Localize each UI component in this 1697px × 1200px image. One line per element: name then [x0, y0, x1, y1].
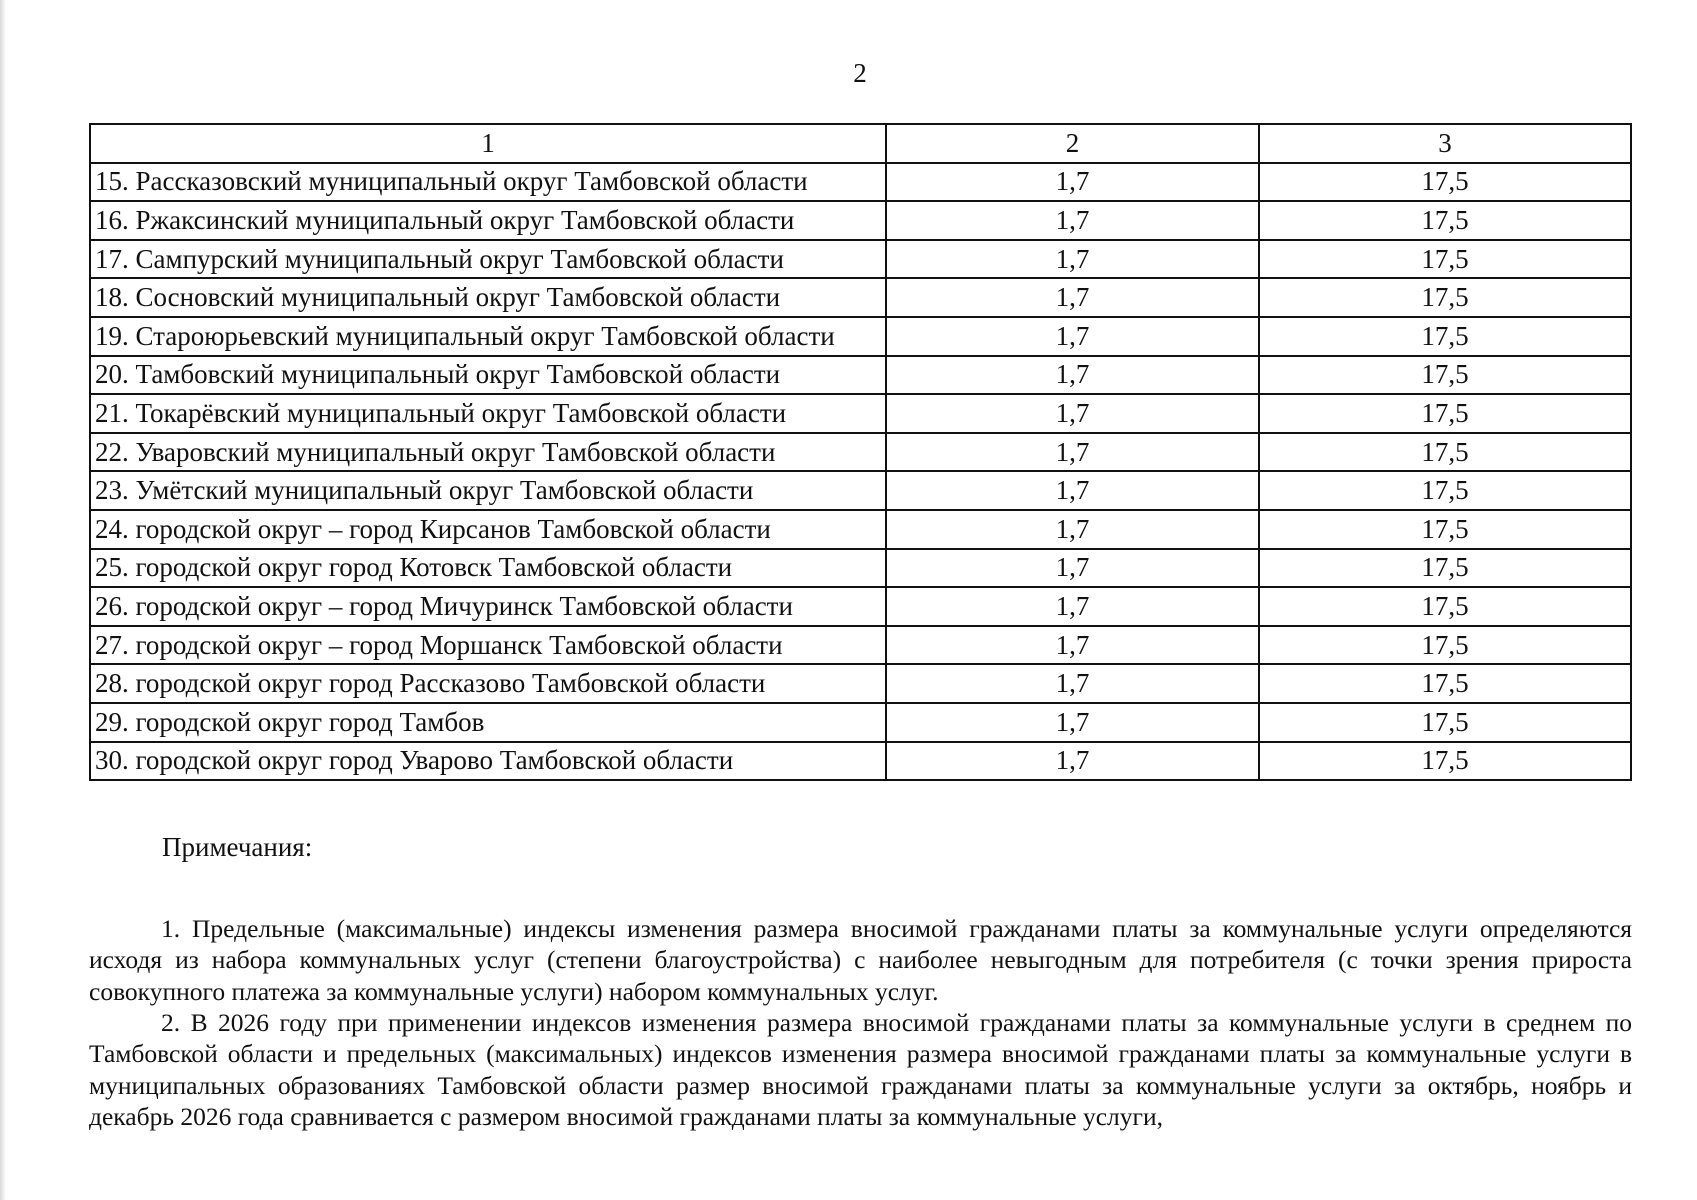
row-name-cell: 29. городской округ город Тамбов — [90, 703, 886, 742]
row-name-cell: 28. городской округ город Рассказово Тамбовской области — [90, 664, 886, 703]
table-row — [90, 549, 1631, 588]
row-col3-cell: 17,5 — [1259, 626, 1631, 665]
table-header-row — [90, 124, 1631, 163]
page-number: 2 — [853, 58, 867, 88]
row-name-cell: 17. Сампурский муниципальный округ Тамбовской области — [90, 240, 886, 279]
row-col2-cell: 1,7 — [886, 549, 1259, 588]
row-name-cell: 16. Ржаксинский муниципальный округ Тамбовской области — [90, 201, 886, 240]
row-col2-cell: 1,7 — [886, 626, 1259, 665]
note-item-1: 1. Предельные (максимальные) индексы изменения размера вносимой гражданами платы за коммунальные услуги определяются исходя из набора коммунальных услуг (степени благоустройства) с наиболее невыгодным для потребителя (с точки зрения прироста совокупного платежа за коммунальные услуги) набором коммунальных услуг. — [89, 913, 1632, 1006]
row-col2-cell: 1,7 — [886, 201, 1259, 240]
note-item-2: 2. В 2026 году при применении индексов изменения размера вносимой гражданами платы за коммунальные услуги в среднем по Тамбовской области и предельных (максимальных) индексов изменения размера вносимой гражданами платы за коммунальные услуги в муниципальных образованиях Тамбовской области размер вносимой гражданами платы за коммунальные услуги за октябрь, ноябрь и декабрь 2026 года сравнивается с размером вносимой гражданами платы за коммунальные услуги, — [89, 1007, 1632, 1131]
table-row — [90, 317, 1631, 356]
table-row — [90, 433, 1631, 472]
row-col3-cell: 17,5 — [1259, 163, 1631, 202]
row-col2-cell: 1,7 — [886, 703, 1259, 742]
row-name-cell: 24. городской округ – город Кирсанов Тамбовской области — [90, 510, 886, 549]
row-col3-cell: 17,5 — [1259, 510, 1631, 549]
row-col3-cell: 17,5 — [1259, 703, 1631, 742]
row-col2-cell: 1,7 — [886, 240, 1259, 279]
table-row — [90, 201, 1631, 240]
table-row — [90, 703, 1631, 742]
row-col2-cell: 1,7 — [886, 356, 1259, 395]
row-name-cell: 19. Староюрьевский муниципальный округ Тамбовской области — [90, 317, 886, 356]
row-name-cell: 23. Умётский муниципальный округ Тамбовской области — [90, 471, 886, 510]
row-col3-cell: 17,5 — [1259, 356, 1631, 395]
row-name-cell: 30. городской округ город Уварово Тамбовской области — [90, 742, 886, 781]
table-row — [90, 394, 1631, 433]
row-name-cell: 20. Тамбовский муниципальный округ Тамбовской области — [90, 356, 886, 395]
row-col3-cell: 17,5 — [1259, 240, 1631, 279]
row-col2-cell: 1,7 — [886, 317, 1259, 356]
scan-edge — [0, 0, 6, 1200]
row-col3-cell: 17,5 — [1259, 587, 1631, 626]
table-row — [90, 587, 1631, 626]
row-col2-cell: 1,7 — [886, 278, 1259, 317]
header-cell-col1: 1 — [90, 124, 886, 163]
row-col3-cell: 17,5 — [1259, 549, 1631, 588]
table-row — [90, 742, 1631, 781]
table-row — [90, 626, 1631, 665]
row-col3-cell: 17,5 — [1259, 394, 1631, 433]
table-row — [90, 240, 1631, 279]
row-name-cell: 18. Сосновский муниципальный округ Тамбовской области — [90, 278, 886, 317]
row-col3-cell: 17,5 — [1259, 742, 1631, 781]
row-name-cell: 26. городской округ – город Мичуринск Тамбовской области — [90, 587, 886, 626]
row-col3-cell: 17,5 — [1259, 471, 1631, 510]
row-name-cell: 21. Токарёвский муниципальный округ Тамбовской области — [90, 394, 886, 433]
row-col2-cell: 1,7 — [886, 510, 1259, 549]
row-name-cell: 15. Рассказовский муниципальный округ Тамбовской области — [90, 163, 886, 202]
row-col2-cell: 1,7 — [886, 587, 1259, 626]
row-col3-cell: 17,5 — [1259, 201, 1631, 240]
row-col2-cell: 1,7 — [886, 471, 1259, 510]
table-row — [90, 163, 1631, 202]
table-row — [90, 664, 1631, 703]
row-name-cell: 27. городской округ – город Моршанск Тамбовской области — [90, 626, 886, 665]
table-row — [90, 510, 1631, 549]
row-col2-cell: 1,7 — [886, 394, 1259, 433]
header-cell-col2: 2 — [886, 124, 1259, 163]
row-col3-cell: 17,5 — [1259, 433, 1631, 472]
row-name-cell: 22. Уваровский муниципальный округ Тамбовской области — [90, 433, 886, 472]
row-col2-cell: 1,7 — [886, 163, 1259, 202]
row-name-cell: 25. городской округ город Котовск Тамбовской области — [90, 549, 886, 588]
row-col2-cell: 1,7 — [886, 433, 1259, 472]
notes-title: Примечания: — [162, 832, 313, 862]
table-row — [90, 278, 1631, 317]
row-col2-cell: 1,7 — [886, 664, 1259, 703]
header-cell-col3: 3 — [1259, 124, 1631, 163]
row-col2-cell: 1,7 — [886, 742, 1259, 781]
table-row — [90, 471, 1631, 510]
row-col3-cell: 17,5 — [1259, 317, 1631, 356]
table-row — [90, 356, 1631, 395]
row-col3-cell: 17,5 — [1259, 278, 1631, 317]
index-table — [89, 123, 1632, 781]
row-col3-cell: 17,5 — [1259, 664, 1631, 703]
